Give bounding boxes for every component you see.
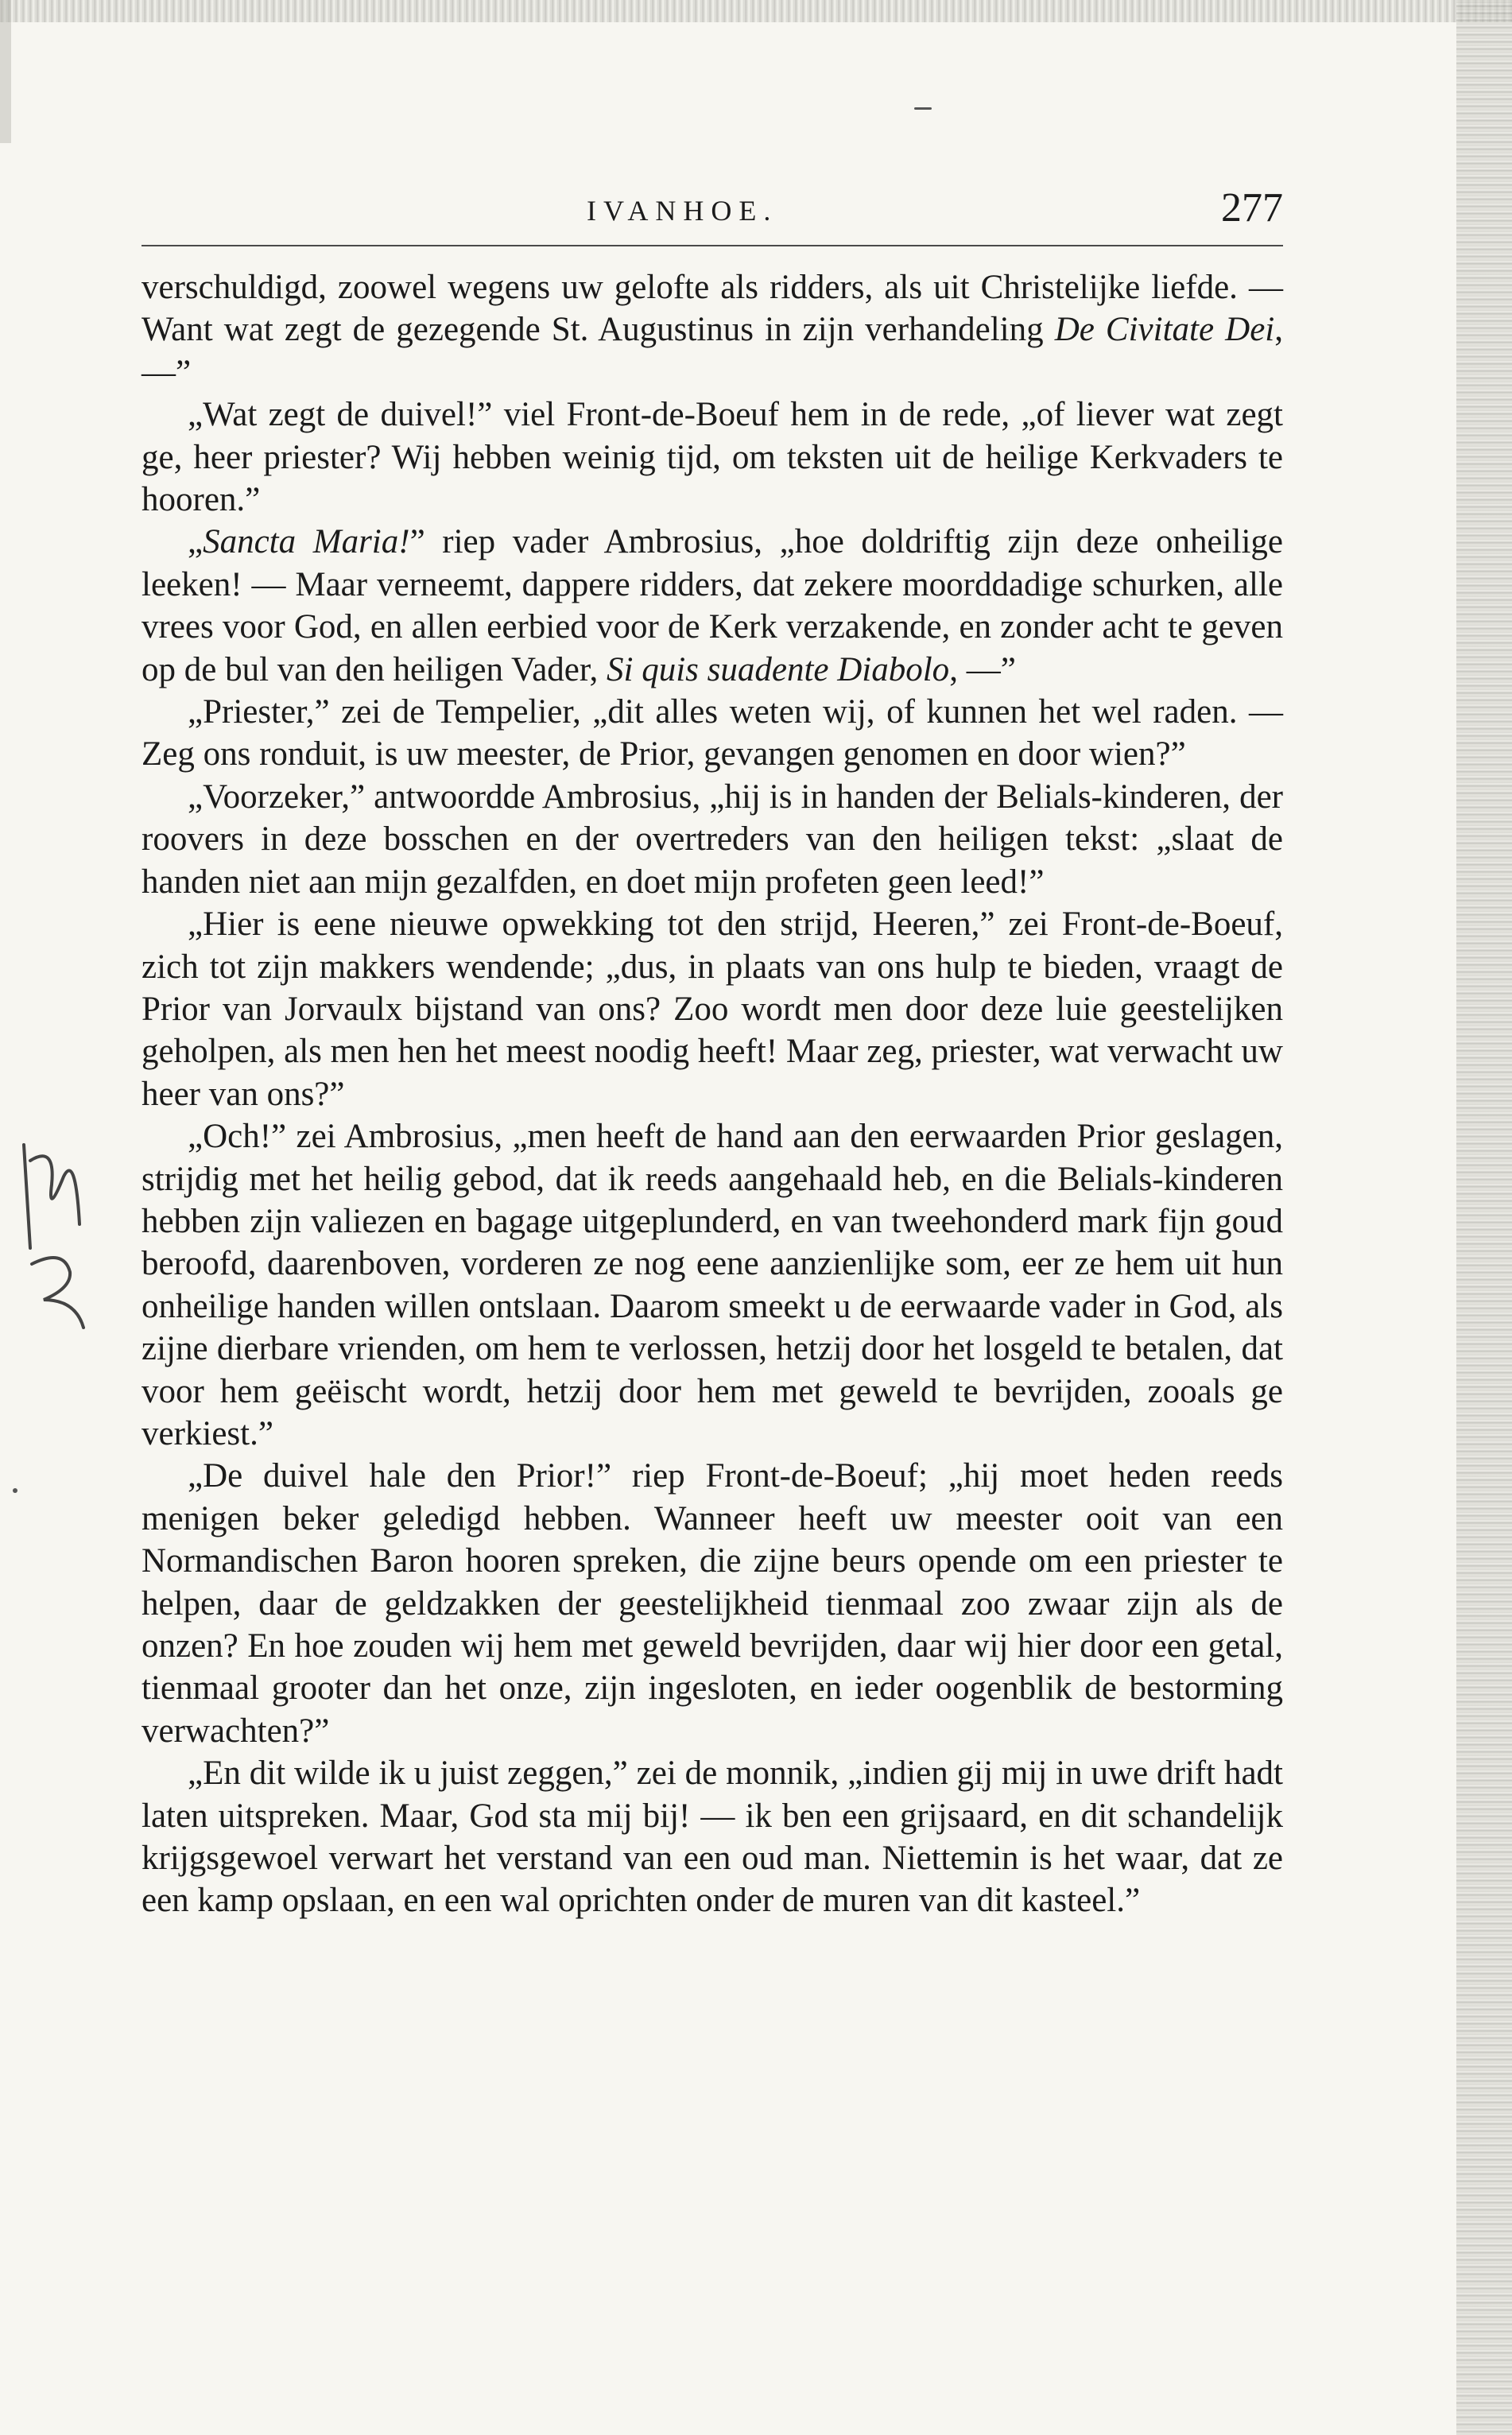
paragraph (142, 266, 1283, 394)
running-title: IVANHOE. (587, 195, 778, 227)
text-run: , —” (949, 650, 1016, 688)
body-text (142, 266, 1283, 1922)
scan-edge-top (0, 0, 1512, 22)
text-run: „Wat zegt de duivel!” viel Front-de-Boeuf hem in de rede, „of liever wat zegt ge, heer priester? Wij hebben weinig tijd, om teksten uit de heilige Kerkvaders te hooren.” (142, 396, 1283, 519)
paragraph (142, 691, 1283, 776)
paragraph (142, 1115, 1283, 1455)
pencil-annotation-mark (8, 1129, 95, 1336)
ink-speck (13, 1488, 17, 1493)
header-rule (142, 245, 1283, 246)
ink-speck (914, 107, 932, 110)
paragraph (142, 903, 1283, 1115)
paragraph (142, 776, 1283, 903)
paragraph (142, 1455, 1283, 1752)
text-run: , —” (142, 311, 1283, 391)
italic-latin-phrase: Sancta Maria! (203, 523, 410, 561)
italic-latin-phrase: Si quis suadente Diabolo (607, 650, 950, 688)
paragraph (142, 1752, 1283, 1922)
page-header (142, 180, 1283, 235)
page-number: 277 (1221, 185, 1283, 231)
text-run: „Och!” zei Ambrosius, „men heeft de hand aan den eerwaarden Prior geslagen, strijdig met het heilig gebod, dat ik reeds aangehaald heb, en die Belials-kinderen hebben zijn valiezen en bagage uitgeplunderd, en van tweehonderd mark fijn goud beroofd, daarenboven, vorderen ze nog eene aanzienlijke som, eer ze hem uit hun onheilige handen willen ontslaan. Daarom smeekt u de eerwaarde vader in God, als zijne dierbare vrienden, om hem te verlossen, hetzij door het losgeld te betalen, dat voor hem geëischt wordt, hetzij door hem met geweld te bevrijden, zooals ge verkiest.” (142, 1118, 1283, 1452)
scan-edge-right (1456, 0, 1512, 2435)
text-run: ” riep vader Ambrosius, „hoe doldriftig zijn deze onheilige leeken! — Maar verneemt, dappere ridders, dat zekere moorddadige schurken, alle vrees voor God, en allen eerbied voor de Kerk verzakende, en zonder acht te geven op de bul van den heiligen Vader, (142, 523, 1283, 688)
scan-edge-left (0, 0, 11, 143)
text-run: „De duivel hale den Prior!” riep Front-de-Boeuf; „hij moet heden reeds menigen beker geledigd hebben. Wanneer heeft uw meester ooit van een Normandischen Baron hooren spreken, die zijne beurs opende om een priester te helpen, daar de geldzakken der geestelijkheid tienmaal zoo zwaar zijn als de onzen? En hoe zouden wij hem met geweld bevrijden, daar wij hier door een getal, tienmaal grooter dan het onze, zijn ingesloten, en ieder oogenblik de bestorming verwachten?” (142, 1457, 1283, 1750)
text-run: „ (188, 523, 204, 561)
italic-latin-phrase: De Civitate Dei (1054, 311, 1275, 349)
paragraph (142, 521, 1283, 691)
text-run: „Voorzeker,” antwoordde Ambrosius, „hij is in handen der Belials-kinderen, der roovers in deze bosschen en der overtreders van den heiligen tekst: „slaat de handen niet aan mijn gezalfden, en doet mijn profeten geen leed!” (142, 777, 1283, 901)
text-run: „Priester,” zei de Tempelier, „dit alles weten wij, of kunnen het wel raden. — Zeg ons ronduit, is uw meester, de Prior, gevangen genomen en door wien?” (142, 693, 1283, 774)
text-run: verschuldigd, zoowel wegens uw gelofte als ridders, als uit Christelijke liefde. — Want wat zegt de gezegende St. Augustinus in zijn verhandeling (142, 269, 1283, 349)
text-run: „En dit wilde ik u juist zeggen,” zei de monnik, „indien gij mij in uwe drift hadt laten uitspreken. Maar, God sta mij bij! — ik ben een grijsaard, en dit schandelijk krijgsgewoel verwart het verstand van een oud man. Niettemin is het waar, dat ze een kamp opslaan, en een wal oprichten onder de muren van dit kasteel.” (142, 1755, 1283, 1920)
text-run: „Hier is eene nieuwe opwekking tot den strijd, Heeren,” zei Front-de-Boeuf, zich tot zijn makkers wendende; „dus, in plaats van ons hulp te bieden, vraagt de Prior van Jorvaulx bijstand van ons? Zoo wordt men door deze luie geestelijken geholpen, als men hen het meest noodig heeft! Maar zeg, priester, wat verwacht uw heer van ons?” (142, 905, 1283, 1113)
paragraph (142, 394, 1283, 521)
